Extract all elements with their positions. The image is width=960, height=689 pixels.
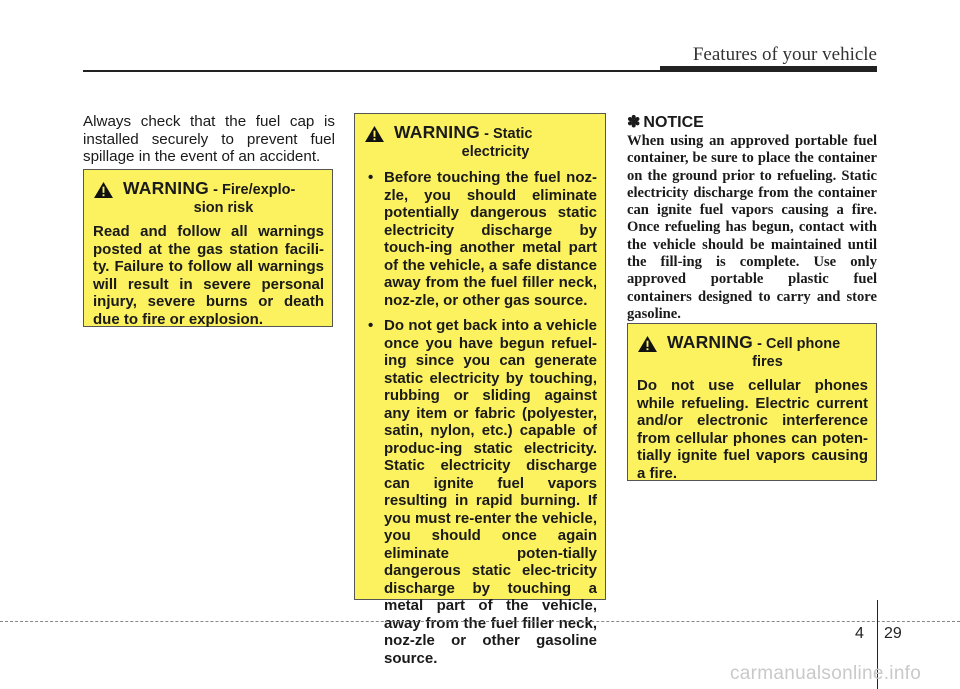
warning-body: Read and follow all warnings posted at the gas station facili-ty. Failure to follow all warnings will result in severe personal injury, severe burns or death due to fire or explosion. bbox=[93, 223, 324, 328]
footer-dashed-rule bbox=[0, 621, 960, 622]
warning-label: WARNING bbox=[394, 122, 480, 142]
warning-box-phone bbox=[627, 323, 877, 481]
warning-header bbox=[637, 334, 868, 371]
header-title: Features of your vehicle bbox=[692, 44, 877, 65]
list-item: • Do not get back into a vehicle once you have begun refuel-ing since you can generate static electricity by touching, rubbing or sliding against any item or fabric (polyester, satin, nylon, etc.) capable of produc-ing static electricity. Static electricity discharge can ignite fuel vapors resulting in rapid burning. If you must re-enter the vehicle, you should once again eliminate poten-tially dangerous static elec-tricity discharge by touching a metal part of the vehicle, away from the fuel filler neck, noz-zle or other gasoline source. bbox=[364, 317, 597, 667]
notice-mark: ✽ bbox=[627, 114, 641, 131]
warning-subtitle: - Static bbox=[484, 126, 533, 142]
warning-triangle-icon bbox=[637, 335, 658, 353]
notice-body: When using an approved portable fuel container, be sure to place the container on the ground prior to refueling. Static electricity discharge from the container can ignite fuel vapors causing a fire. Once refueling has begun, contact with the vehicle should be maintained until the fill-ing is complete. Use only approved portable plastic fuel containers designed to carry and store gasoline. bbox=[627, 133, 877, 322]
warning-header bbox=[364, 124, 597, 161]
chapter-number: 4 bbox=[855, 625, 864, 642]
notice-heading bbox=[627, 112, 704, 132]
warning-body: Do not use cellular phones while refueling. Electric current and/or electronic interference from cellular phones can poten-tially ignite fuel vapors causing a fire. bbox=[637, 377, 868, 482]
warning-subtitle: - Fire/explo- bbox=[213, 182, 296, 198]
warning-subtitle-cont: fires bbox=[752, 353, 783, 370]
warning-label: WARNING bbox=[667, 332, 753, 352]
warning-triangle-icon bbox=[93, 181, 114, 199]
list-item: • Before touching the fuel noz-zle, you should eliminate potentially dangerous static electricity discharge by touch-ing another metal part of the vehicle, a safe distance away from the fuel filler neck, noz-zle, or other gas source. bbox=[364, 169, 597, 309]
warning-box-static bbox=[354, 113, 606, 667]
page-number: 29 bbox=[884, 625, 902, 642]
warning-subtitle-cont: electricity bbox=[461, 143, 530, 160]
warning-box-fire bbox=[83, 169, 333, 327]
intro-paragraph: Always check that the fuel cap is installed securely to prevent fuel spillage in the event of an accident. bbox=[83, 113, 335, 165]
warning-header bbox=[93, 180, 324, 217]
warning-list bbox=[364, 169, 597, 667]
warning-triangle-icon bbox=[364, 125, 385, 143]
warning-subtitle: - Cell phone bbox=[757, 336, 841, 352]
warning-subtitle-cont: sion risk bbox=[193, 199, 254, 216]
warning-label: WARNING bbox=[123, 178, 209, 198]
watermark: carmanualsonline.info bbox=[730, 663, 922, 684]
header-rule-accent bbox=[660, 66, 877, 72]
notice-title: NOTICE bbox=[643, 114, 704, 131]
